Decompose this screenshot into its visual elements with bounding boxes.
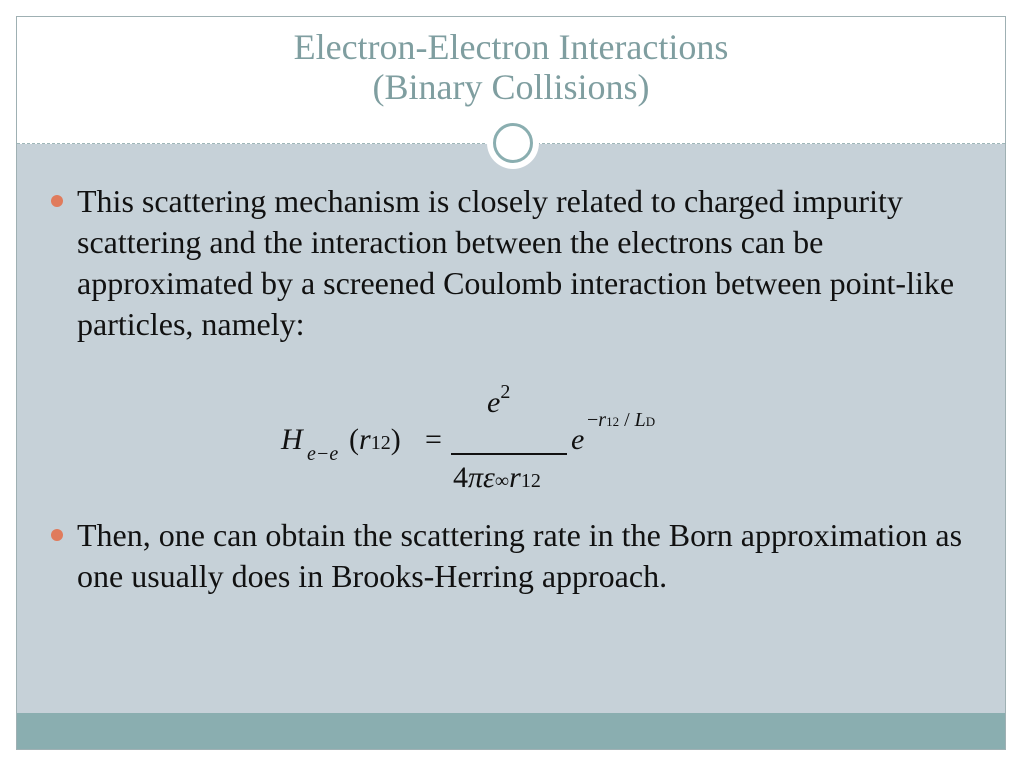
eq-lhs-r: r xyxy=(359,423,371,456)
eq-exp-slash: / xyxy=(624,409,630,431)
eq-lhs-argument xyxy=(349,423,401,457)
slide-title xyxy=(17,27,1005,107)
eq-num-power: 2 xyxy=(500,381,511,403)
eq-exp-r-sub: 12 xyxy=(606,414,620,429)
eq-lhs-symbol: H xyxy=(281,423,303,456)
ornament-ring xyxy=(493,123,533,163)
eq-fraction-line xyxy=(451,453,567,455)
footer-bar xyxy=(17,713,1005,749)
title-line-2: (Binary Collisions) xyxy=(372,67,650,107)
eq-den-r-sub: 12 xyxy=(520,470,541,492)
bullet-item xyxy=(51,181,971,345)
title-line-1: Electron-Electron Interactions xyxy=(293,27,729,67)
eq-denominator xyxy=(453,461,541,495)
eq-lhs-close: ) xyxy=(390,423,401,456)
eq-equals: = xyxy=(425,423,442,456)
eq-exp-L: L xyxy=(634,409,646,431)
eq-exp-base: e xyxy=(571,423,585,456)
eq-den-eps-sub: ∞ xyxy=(494,470,510,492)
eq-den-eps: ε xyxy=(483,461,495,494)
slide-content xyxy=(51,181,971,597)
circle-ornament-icon xyxy=(487,117,539,169)
eq-exp-r: r xyxy=(598,409,607,431)
eq-exp-minus: − xyxy=(587,409,599,431)
bullet-text: Then, one can obtain the scattering rate in the Born approximation as one usually does in Brooks-Herring approach. xyxy=(77,517,963,594)
equation xyxy=(51,345,971,515)
eq-den-pi: π xyxy=(468,461,484,494)
bullet-text: This scattering mechanism is closely related to charged impurity scattering and the interaction between the electrons can be approximated by a screened Coulomb interaction between point-like particles, namely: xyxy=(77,183,955,342)
eq-den-r: r xyxy=(509,461,521,494)
eq-numerator xyxy=(487,381,510,420)
eq-exponent xyxy=(587,409,655,432)
eq-lhs-open: ( xyxy=(349,423,359,456)
eq-exp-L-sub: D xyxy=(645,414,656,429)
eq-den-coeff: 4 xyxy=(453,461,468,494)
eq-num-base: e xyxy=(487,386,501,419)
eq-lhs-r-sub: 12 xyxy=(370,432,391,454)
eq-lhs-subscript: e−e xyxy=(307,443,339,465)
equation-body xyxy=(281,381,701,494)
bullet-dot-icon xyxy=(51,529,63,541)
bullet-item xyxy=(51,515,971,597)
bullet-dot-icon xyxy=(51,195,63,207)
slide xyxy=(16,16,1006,750)
